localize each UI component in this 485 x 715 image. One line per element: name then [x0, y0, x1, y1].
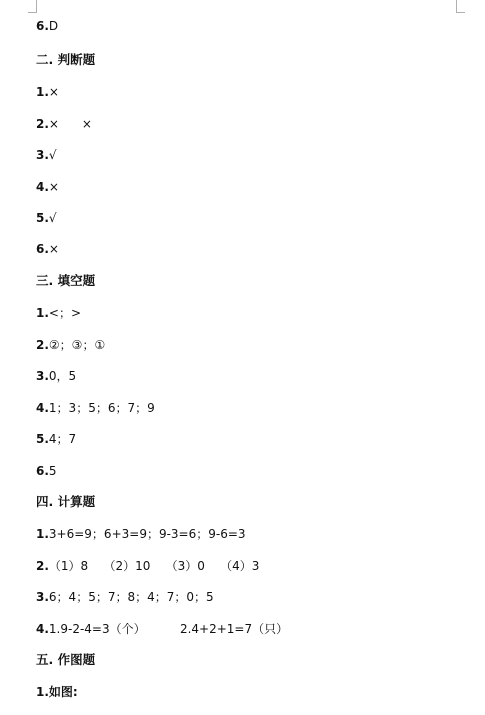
- answer-text: × ×: [48, 117, 92, 131]
- answer-line: [36, 558, 259, 574]
- item-number: 6.: [36, 19, 49, 33]
- item-number: 6.: [36, 242, 49, 256]
- answer-line: [36, 463, 57, 479]
- item-number: 1.: [36, 306, 49, 320]
- answer-line: [36, 400, 155, 416]
- answer-line: [36, 210, 57, 226]
- item-number: 2.: [36, 559, 49, 573]
- section-heading: 二. 判断题: [36, 52, 96, 67]
- answer-text: （1）8 （2）10 （3）0 （4）3: [48, 559, 260, 573]
- answer-line: [36, 589, 214, 605]
- answer-line: [36, 18, 58, 34]
- item-number: 1.: [36, 85, 49, 99]
- answer-text: √: [48, 148, 57, 162]
- answer-line: [36, 621, 288, 637]
- section-heading: 四. 计算题: [36, 494, 96, 509]
- answer-text: D: [48, 19, 59, 33]
- answer-line: [36, 84, 59, 100]
- answer-line: [36, 179, 59, 195]
- answer-line: [36, 241, 59, 257]
- answer-text: 1；3；5；6；7；9: [48, 401, 155, 415]
- answer-text: 6；4；5；7；8；4；7；0；5: [48, 590, 214, 604]
- item-number: 4.: [36, 180, 49, 194]
- answer-text: <；>: [48, 306, 82, 320]
- answer-text: 0，5: [48, 369, 77, 383]
- page-corner-mark-right: [456, 0, 465, 13]
- item-number: 5.: [36, 432, 49, 446]
- answer-line: [36, 147, 57, 163]
- answer-text: 如图:: [48, 685, 78, 699]
- answer-line: [36, 526, 246, 542]
- answer-line: [36, 305, 81, 321]
- answer-text: 4；7: [48, 432, 77, 446]
- answer-text: 1.9-2-4=3（个） 2.4+2+1=7（只）: [48, 622, 289, 636]
- answer-text: 5: [48, 464, 57, 478]
- item-number: 4.: [36, 401, 49, 415]
- answer-text: ×: [48, 180, 59, 194]
- answer-text: ②；③；①: [48, 338, 106, 352]
- section-heading: 五. 作图题: [36, 652, 96, 667]
- page-corner-mark-left: [28, 0, 37, 13]
- item-number: 2.: [36, 117, 49, 131]
- answer-line: [36, 337, 105, 353]
- answer-text: ×: [48, 85, 59, 99]
- item-number: 6.: [36, 464, 49, 478]
- item-number: 4.: [36, 622, 49, 636]
- answer-line: [36, 116, 92, 132]
- item-number: 3.: [36, 369, 49, 383]
- answer-text: ×: [48, 242, 59, 256]
- item-number: 2.: [36, 338, 49, 352]
- item-number: 1.: [36, 527, 49, 541]
- answer-line: [36, 431, 76, 447]
- answer-line: [36, 684, 78, 700]
- section-heading: 三. 填空题: [36, 273, 96, 288]
- item-number: 3.: [36, 590, 49, 604]
- item-number: 1.: [36, 685, 49, 699]
- answer-text: 3+6=9；6+3=9；9-3=6；9-6=3: [48, 527, 246, 541]
- item-number: 3.: [36, 148, 49, 162]
- answer-text: √: [48, 211, 57, 225]
- item-number: 5.: [36, 211, 49, 225]
- answer-line: [36, 368, 76, 384]
